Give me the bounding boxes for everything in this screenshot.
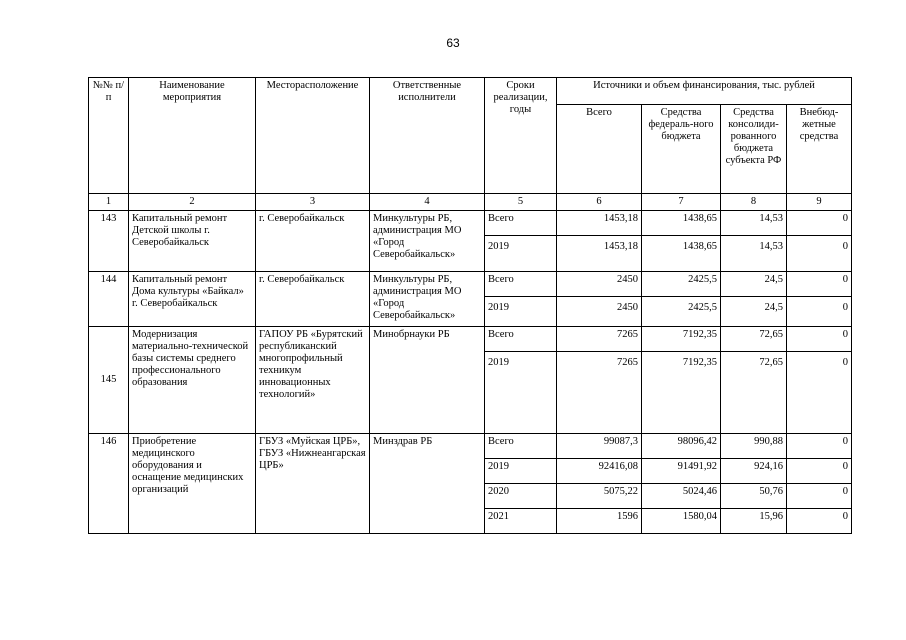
column-number: 9 bbox=[787, 194, 852, 211]
federal-cell: 7192,35 bbox=[642, 352, 721, 434]
consolidated-cell: 14,53 bbox=[721, 211, 787, 236]
federal-cell: 91491,92 bbox=[642, 459, 721, 484]
federal-cell: 1438,65 bbox=[642, 211, 721, 236]
measure-location: г. Северобайкальск bbox=[256, 211, 370, 272]
total-cell: 92416,08 bbox=[557, 459, 642, 484]
header-name: Наименование мероприятия bbox=[129, 78, 256, 194]
period-cell: Всего bbox=[485, 211, 557, 236]
column-number: 4 bbox=[370, 194, 485, 211]
total-cell: 1453,18 bbox=[557, 236, 642, 272]
header-location: Месторасположение bbox=[256, 78, 370, 194]
column-number: 6 bbox=[557, 194, 642, 211]
period-cell: Всего bbox=[485, 327, 557, 352]
total-cell: 5075,22 bbox=[557, 484, 642, 509]
measure-responsible: Минобрнауки РБ bbox=[370, 327, 485, 434]
total-cell: 2450 bbox=[557, 272, 642, 297]
measure-name: Приобретение медицинского оборудования и оснащение медицинских организаций bbox=[129, 434, 256, 534]
column-number: 7 bbox=[642, 194, 721, 211]
column-number: 5 bbox=[485, 194, 557, 211]
header-consolidated: Средства консолиди-рованного бюджета субъекта РФ bbox=[721, 105, 787, 194]
extrabudget-cell: 0 bbox=[787, 484, 852, 509]
extrabudget-cell: 0 bbox=[787, 459, 852, 484]
measure-location: г. Северобайкальск bbox=[256, 272, 370, 327]
extrabudget-cell: 0 bbox=[787, 297, 852, 327]
consolidated-cell: 15,96 bbox=[721, 509, 787, 534]
header-terms: Сроки реализации, годы bbox=[485, 78, 557, 194]
total-cell: 7265 bbox=[557, 352, 642, 434]
measure-location: ГАПОУ РБ «Бурятский республиканский многопрофильный техникум инновационных технологий» bbox=[256, 327, 370, 434]
consolidated-cell: 72,65 bbox=[721, 352, 787, 434]
federal-cell: 1438,65 bbox=[642, 236, 721, 272]
federal-cell: 7192,35 bbox=[642, 327, 721, 352]
column-number: 1 bbox=[89, 194, 129, 211]
period-cell: Всего bbox=[485, 272, 557, 297]
measure-responsible: Минкультуры РБ, администрация МО «Город Северобайкальск» bbox=[370, 211, 485, 272]
header-extrabudget: Внебюд-жетные средства bbox=[787, 105, 852, 194]
total-cell: 1596 bbox=[557, 509, 642, 534]
row-number: 143 bbox=[89, 211, 129, 272]
header-responsible: Ответственные исполнители bbox=[370, 78, 485, 194]
consolidated-cell: 14,53 bbox=[721, 236, 787, 272]
table-row bbox=[89, 211, 852, 236]
total-cell: 2450 bbox=[557, 297, 642, 327]
total-cell: 7265 bbox=[557, 327, 642, 352]
header-funding: Источники и объем финансирования, тыс. рублей bbox=[557, 78, 852, 105]
consolidated-cell: 50,76 bbox=[721, 484, 787, 509]
consolidated-cell: 24,5 bbox=[721, 272, 787, 297]
consolidated-cell: 990,88 bbox=[721, 434, 787, 459]
header-federal: Средства федераль-ного бюджета bbox=[642, 105, 721, 194]
measure-name: Капитальный ремонт Детской школы г. Северобайкальск bbox=[129, 211, 256, 272]
table-row bbox=[89, 434, 852, 459]
page-number: 63 bbox=[446, 36, 460, 50]
extrabudget-cell: 0 bbox=[787, 509, 852, 534]
row-number: 144 bbox=[89, 272, 129, 327]
table-row bbox=[89, 327, 852, 352]
extrabudget-cell: 0 bbox=[787, 236, 852, 272]
federal-cell: 1580,04 bbox=[642, 509, 721, 534]
extrabudget-cell: 0 bbox=[787, 327, 852, 352]
total-cell: 99087,3 bbox=[557, 434, 642, 459]
column-number: 8 bbox=[721, 194, 787, 211]
financing-table bbox=[88, 77, 852, 534]
table-row bbox=[89, 272, 852, 297]
column-number: 3 bbox=[256, 194, 370, 211]
consolidated-cell: 72,65 bbox=[721, 327, 787, 352]
header-total: Всего bbox=[557, 105, 642, 194]
row-number: 146 bbox=[89, 434, 129, 534]
measure-responsible: Минздрав РБ bbox=[370, 434, 485, 534]
measure-location: ГБУЗ «Муйская ЦРБ», ГБУЗ «Нижнеангарская ЦРБ» bbox=[256, 434, 370, 534]
consolidated-cell: 924,16 bbox=[721, 459, 787, 484]
measure-name: Капитальный ремонт Дома культуры «Байкал» г. Северобайкальск bbox=[129, 272, 256, 327]
period-cell: 2019 bbox=[485, 297, 557, 327]
period-cell: 2019 bbox=[485, 236, 557, 272]
consolidated-cell: 24,5 bbox=[721, 297, 787, 327]
period-cell: 2020 bbox=[485, 484, 557, 509]
period-cell: Всего bbox=[485, 434, 557, 459]
federal-cell: 98096,42 bbox=[642, 434, 721, 459]
federal-cell: 5024,46 bbox=[642, 484, 721, 509]
extrabudget-cell: 0 bbox=[787, 434, 852, 459]
header-num: №№ п/п bbox=[89, 78, 129, 194]
measure-responsible: Минкультуры РБ, администрация МО «Город Северобайкальск» bbox=[370, 272, 485, 327]
period-cell: 2021 bbox=[485, 509, 557, 534]
federal-cell: 2425,5 bbox=[642, 272, 721, 297]
column-number: 2 bbox=[129, 194, 256, 211]
total-cell: 1453,18 bbox=[557, 211, 642, 236]
extrabudget-cell: 0 bbox=[787, 352, 852, 434]
extrabudget-cell: 0 bbox=[787, 272, 852, 297]
measure-name: Модернизация материально-технической базы системы среднего профессионального образования bbox=[129, 327, 256, 434]
row-number: 145 bbox=[89, 327, 129, 434]
federal-cell: 2425,5 bbox=[642, 297, 721, 327]
period-cell: 2019 bbox=[485, 352, 557, 434]
column-number-row bbox=[89, 194, 852, 211]
period-cell: 2019 bbox=[485, 459, 557, 484]
extrabudget-cell: 0 bbox=[787, 211, 852, 236]
